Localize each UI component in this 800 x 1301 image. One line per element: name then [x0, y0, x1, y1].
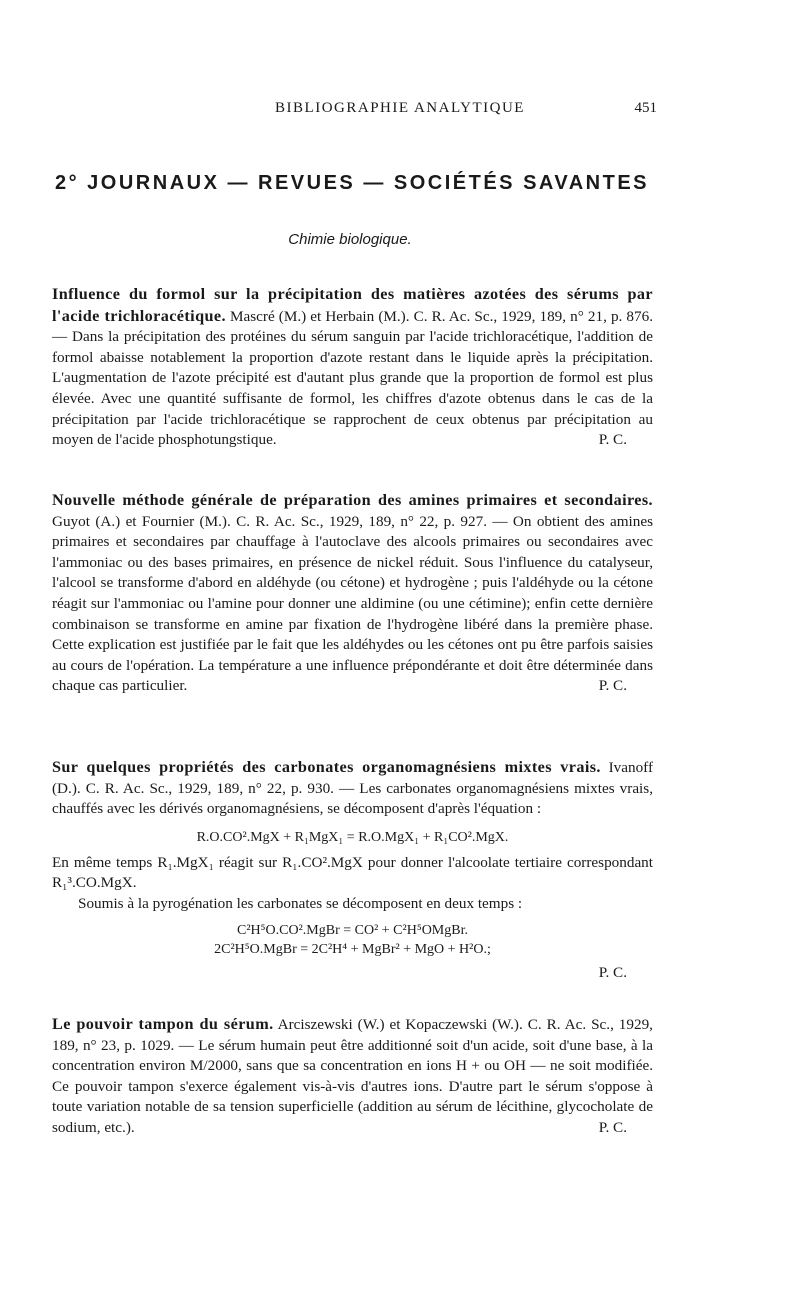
- article-body: Mascré (M.) et Herbain (M.). C. R. Ac. Sc., 1929, 189, n° 21, p. 876. — Dans la précipitation des protéines du sérum sanguin par l'acide trichloracétique, l'addition de formol abaisse notablement la proportion d'azote restant dans le liquide après la précipitation. L'augmentation de l'azote précipité est d'autant plus grande que la proportion de formol est plus élevée. Avec une quantité suffisante de formol, les chiffres d'azote obtenus dans le cas de la précipitation par l'acide trichloracétique se rapprochent de ceux obtenus par précipitation au moyen de l'acide phosphotungstique.: [52, 307, 654, 449]
- article-body: Guyot (A.) et Fournier (M.). C. R. Ac. Sc., 1929, 189, n° 22, p. 927. — On obtient des amines primaires et secondaires par chauffage à l'autoclave des alcools primaires ou secondaires avec l'ammoniac ou des bases primaires, en présence de nickel réduit. Sous l'influence du catalyseur, l'alcool se transforme d'abord en aldéhyde (ou cétone) et hydrogène ; puis l'aldéhyde ou la cétone réagit sur l'ammoniac ou l'amine pour donner une aldimine (ou une cétimine); enfin cette dernière combinaison se transforme en amine par fixation de l'hydrogène libéré dans la première phase. Cette explication est justifiée par le fait que les aldéhydes ou les cétones ont pu être parfois saisies au cours de l'opération. La température a une influence prépondérante et doit être déterminée dans chaque cas particulier.: [52, 512, 653, 695]
- article-signature: P. C.: [598, 677, 627, 695]
- article-paragraph: Soumis à la pyrogénation les carbonates se décomposent en deux temps :: [78, 894, 523, 912]
- page-number: 451: [634, 100, 657, 116]
- equation-1: R.O.CO².MgX + R₁MgX₁ = R.O.MgX₁ + R₁CO².MgX.: [196, 829, 509, 845]
- article-signature: P. C.: [598, 431, 627, 449]
- article-body: Ivanoff (D.). C. R. Ac. Sc., 1929, 189, n° 22, p. 930. — Les carbonates organomagnésiens mixtes vrais, chauffés avec les dérivés organomagnésiens, se décomposent d'après l'équation :: [52, 759, 653, 818]
- equation-block: [52, 921, 653, 959]
- article-title: Le pouvoir tampon du sérum.: [52, 1015, 274, 1033]
- equation-3: 2C²H⁵O.MgBr = 2C²H⁴ + MgBr² + MgO + H²O.;: [214, 941, 491, 957]
- article-title: Nouvelle méthode générale de préparation des amines primaires et secondaires.: [52, 491, 653, 509]
- article-formol: [52, 284, 653, 451]
- article-title: Sur quelques propriétés des carbonates organomagnésiens mixtes vrais.: [52, 758, 601, 776]
- running-head: [0, 100, 800, 124]
- section-heading: 2° JOURNAUX — REVUES — SOCIÉTÉS SAVANTES: [55, 172, 650, 194]
- article-amines: [52, 490, 653, 697]
- equation-2: C²H⁵O.CO².MgBr = CO² + C²H⁵OMgBr.: [237, 922, 468, 938]
- article-body: Arciszewski (W.) et Kopaczewski (W.). C. R. Ac. Sc., 1929, 189, n° 23, p. 1029. — Le sérum humain peut être additionné soit d'un acide, soit d'une base, à la concentration environ M/2000, sans que sa concentration en ions H + ou OH — ne soit modifiée. Ce pouvoir tampon s'exerce également vis-à-vis d'autres ions. D'autre part le sérum s'oppose à toute variation notable de sa tension superficielle (addition au sérum de lécithine, glycocholate de sodium, etc.).: [52, 1016, 653, 1136]
- article-title: Influence du formol sur la précipitation des matières azotées des sérums par l'acide trichloracétique.: [52, 285, 653, 325]
- article-signature: P. C.: [598, 1118, 627, 1136]
- article-carbonates: [52, 757, 653, 983]
- section-subheading: Chimie biologique.: [288, 231, 412, 248]
- running-title: BIBLIOGRAPHIE ANALYTIQUE: [275, 100, 525, 116]
- article-paragraph: En même temps R₁.MgX₁ réagit sur R₁.CO².MgX pour donner l'alcoolate tertiaire correspondant R₁³.CO.MgX.: [52, 853, 653, 892]
- article-signature: P. C.: [598, 963, 627, 981]
- article-tampon: [52, 1014, 653, 1139]
